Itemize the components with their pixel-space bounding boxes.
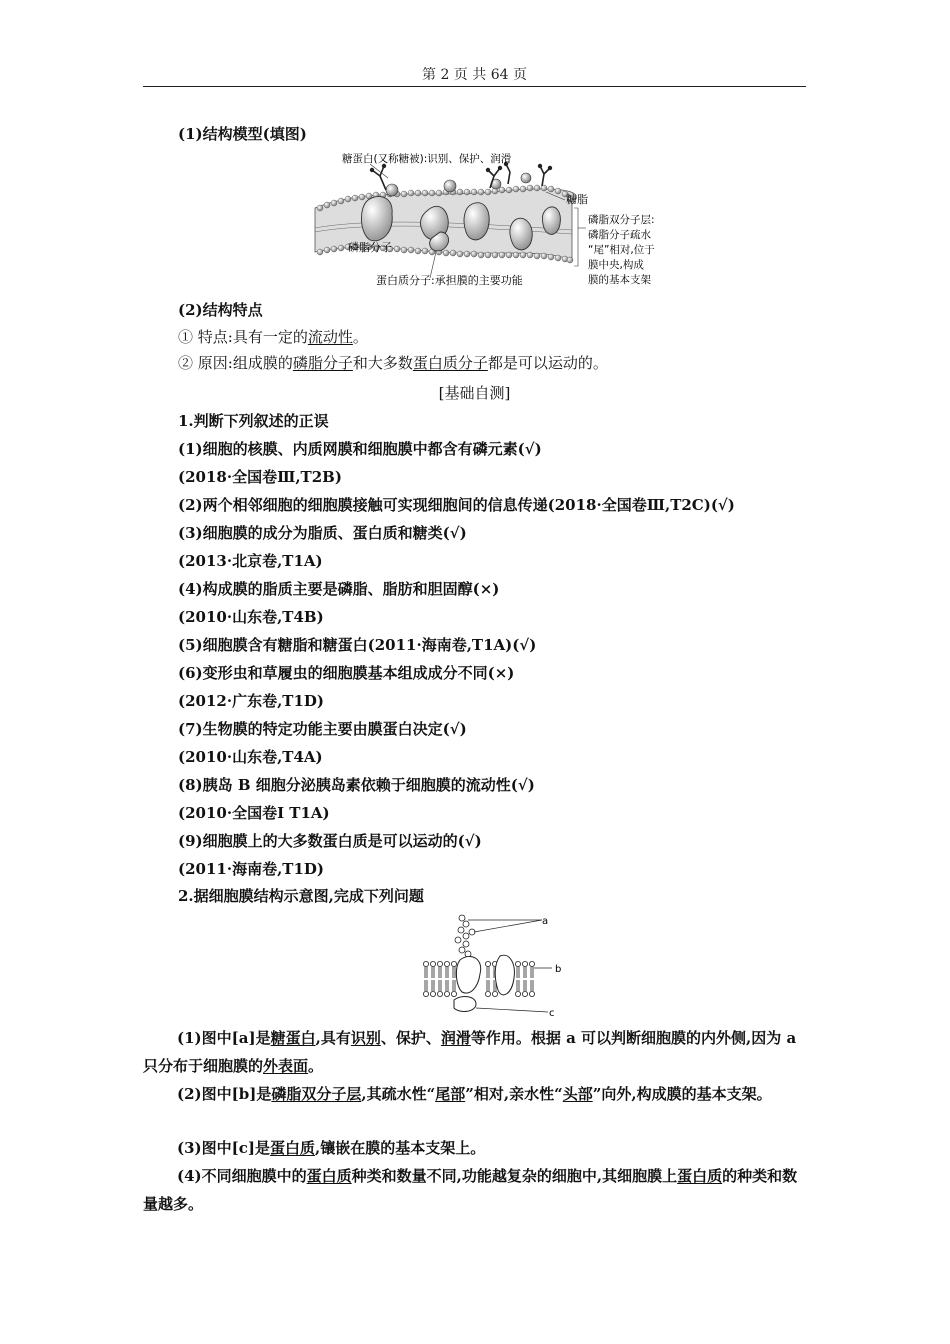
q1-line: (2012·广东卷,T1D) (178, 692, 324, 710)
q2-answer-4: (4)不同细胞膜中的蛋白质种类和数量不同,功能越复杂的细胞中,其细胞膜上蛋白质的种类和数量越多。 (143, 1167, 798, 1213)
fig-label-bilayer-2: 磷脂分子疏水 (588, 229, 651, 241)
membrane-schematic-figure (418, 912, 570, 1022)
fig-label-protein: 蛋白质分子:承担膜的主要功能 (376, 274, 523, 287)
membrane-model-figure (310, 148, 682, 292)
answer-phospholipid: 磷脂分子 (292, 354, 353, 372)
q1-line: (5)细胞膜含有糖脂和糖蛋白(2011·海南卷,T1A)(√) (178, 636, 537, 654)
fig2-label-b: b (555, 964, 562, 975)
q1-line: (2010·全国卷Ⅰ T1A) (178, 804, 330, 822)
q1-line: (2010·山东卷,T4A) (178, 748, 323, 766)
fig2-label-c: c (549, 1008, 555, 1019)
page-header: 第 2 页 共 64 页 (422, 67, 527, 83)
fig-label-bilayer-1: 磷脂双分子层: (588, 214, 655, 226)
fig2-label-a: a (542, 916, 549, 927)
q1-line: (8)胰岛 B 细胞分泌胰岛素依赖于细胞膜的流动性(√) (178, 776, 535, 794)
q1-line: (9)细胞膜上的大多数蛋白质是可以运动的(√) (178, 832, 482, 850)
q1-line: (2013·北京卷,T1A) (178, 552, 323, 570)
q1-line: (6)变形虫和草履虫的细胞膜基本组成成分不同(×) (178, 664, 515, 682)
q1-line: (2011·海南卷,T1D) (178, 860, 324, 878)
q2-heading: 2.据细胞膜结构示意图,完成下列问题 (178, 887, 424, 905)
q1-line: (1)细胞的核膜、内质网膜和细胞膜中都含有磷元素(√) (178, 440, 542, 458)
q1-line: (7)生物膜的特定功能主要由膜蛋白决定(√) (178, 720, 467, 738)
q1-line: (2018·全国卷Ⅲ,T2B) (178, 468, 342, 486)
feature-line: ① 特点:具有一定的流动性。 (178, 328, 368, 346)
fig-label-glycolipid: 糖脂 (566, 193, 588, 206)
self-test-title: [基础自测] (438, 384, 511, 402)
reason-line: ② 原因:组成膜的磷脂分子和大多数蛋白质分子都是可以运动的。 (178, 354, 608, 372)
q1-line: (2)两个相邻细胞的细胞膜接触可实现细胞间的信息传递(2018·全国卷Ⅲ,T2C)(√) (178, 496, 735, 514)
fig-label-glycoprotein: 糖蛋白(又称糖被):识别、保护、润滑 (342, 153, 512, 165)
answer-fluidity: 流动性 (307, 328, 353, 346)
q2-answer-3: (3)图中[c]是蛋白质,镶嵌在膜的基本支架上。 (177, 1139, 486, 1157)
q2-answer-1: (1)图中[a]是糖蛋白,具有识别、保护、润滑等作用。根据 a 可以判断细胞膜的内外侧,因为 a 只分布于细胞膜的外表面。 (143, 1029, 797, 1075)
q1-line: (3)细胞膜的成分为脂质、蛋白质和糖类(√) (178, 524, 467, 542)
q1-line: (4)构成膜的脂质主要是磷脂、脂肪和胆固醇(×) (178, 580, 500, 598)
q1-heading: 1.判断下列叙述的正误 (178, 412, 329, 430)
answer-protein: 蛋白质分子 (412, 354, 488, 372)
fig-label-phospholipid: 磷脂分子 (348, 241, 392, 254)
q2-answer-2: (2)图中[b]是磷脂双分子层,其疏水性“尾部”相对,亲水性“头部”向外,构成膜的基本支架。 (177, 1085, 772, 1103)
fig-label-bilayer-3: “尾”相对,位于 (588, 244, 655, 256)
q1-line: (2010·山东卷,T4B) (178, 608, 324, 626)
header-divider (143, 86, 806, 87)
fig-label-bilayer-4: 膜中央,构成 (588, 259, 644, 271)
structure-model-heading: (1)结构模型(填图) (178, 125, 307, 143)
fig-label-bilayer-5: 膜的基本支架 (588, 274, 651, 286)
structure-features-heading: (2)结构特点 (178, 301, 263, 319)
